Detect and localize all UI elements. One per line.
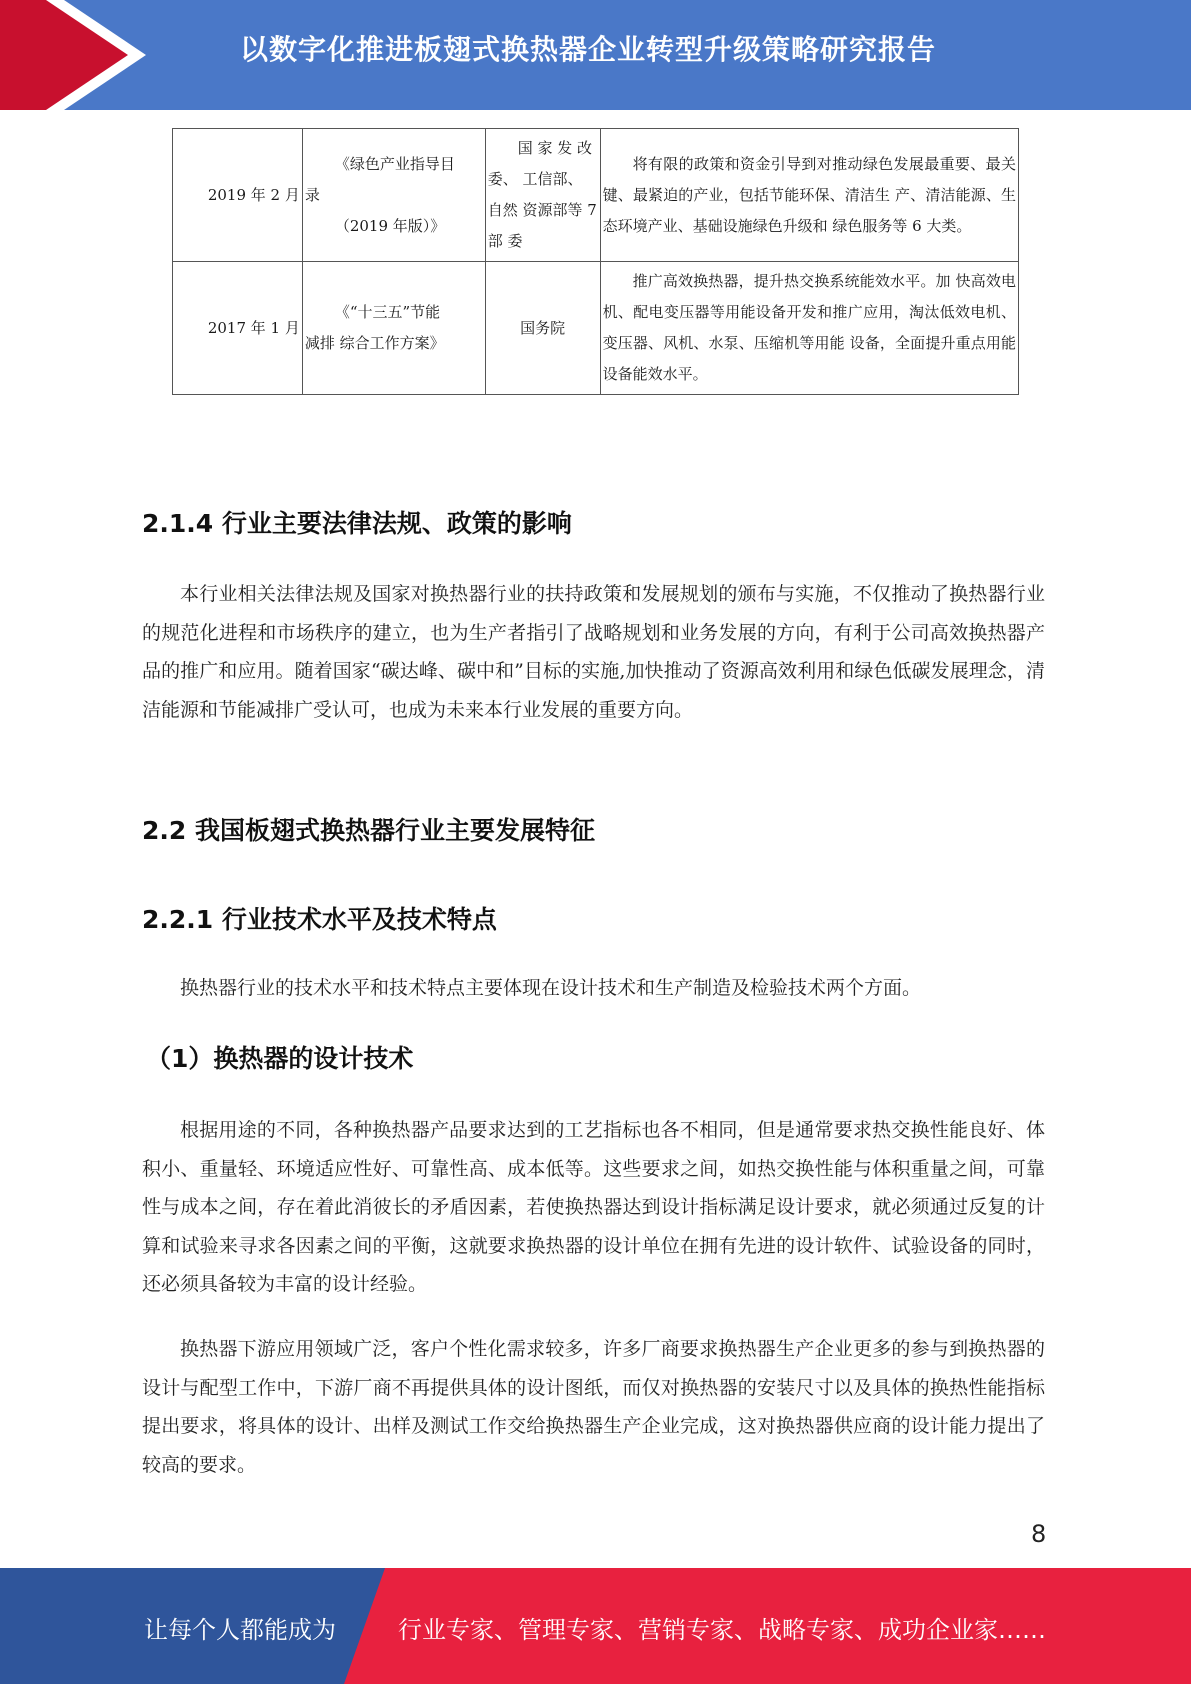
footer-slogan-left: 让每个人都能成为 — [144, 1616, 336, 1644]
section-paragraph: 根据用途的不同，各种换热器产品要求达到的工艺指标也各不相同，但是通常要求热交换性能良好、体积小、重量轻、环境适应性好、可靠性高、成本低等。这些要求之间，如热交换性能与体积重量之间，可靠性与成本之间，存在着此消彼长的矛盾因素，若使换热器达到设计指标满足设计要求，就必须通过反复的计算和试验来寻求各因素之间的平衡，这就要求换热器的设计单位在拥有先进的设计软件、试验设备的同时，还必须具备较为丰富的设计经验。 — [142, 1119, 1045, 1295]
section-heading-2-2-1: 2.2.1 行业技术水平及技术特点 — [142, 905, 497, 934]
header-banner — [0, 0, 1191, 110]
section-paragraph: 换热器行业的技术水平和技术特点主要体现在设计技术和生产制造及检验技术两个方面。 — [180, 977, 922, 999]
table-cell-issuer: 国务院 — [485, 262, 600, 395]
policy-name-line: 《“十三五”节能 — [334, 303, 441, 321]
table-row — [173, 129, 1019, 262]
policy-table — [172, 128, 1019, 395]
policy-name-line: 录 — [304, 185, 320, 204]
description-text: 推广高效换热器，提升热交换系统能效水平。加 快高效电机、配电变压器等用能设备开发和推广应用，淘汰低效电机、变压器、风机、水泵、压缩机等用能 设备，全面提升重点用能设备能效水平。 — [602, 272, 1016, 383]
section-paragraph: 本行业相关法律法规及国家对换热器行业的扶持政策和发展规划的颁布与实施，不仅推动了换热器行业的规范化进程和市场秩序的建立，也为生产者指引了战略规划和业务发展的方向，有利于公司高效换热器产品的推广和应用。随着国家“碳达峰、碳中和”目标的实施,加快推动了资源高效利用和绿色低碳发展理念，清洁能源和节能减排广受认可，也成为未来本行业发展的重要方向。 — [142, 583, 1045, 721]
header-chevron-graphic — [0, 0, 160, 110]
table-cell-date: 2017 年 1 月 — [173, 262, 303, 395]
document-title: 以数字化推进板翅式换热器企业转型升级策略研究报告 — [240, 33, 937, 66]
table-cell-date: 2019 年 2 月 — [173, 129, 303, 262]
table-cell-description — [600, 129, 1018, 262]
section-heading-2-2: 2.2 我国板翅式换热器行业主要发展特征 — [142, 816, 595, 845]
description-text: 将有限的政策和资金引导到对推动绿色发展最重要、最关键、最紧迫的产业，包括节能环保、清洁生 产、清洁能源、生态环境产业、基础设施绿色升级和 绿色服务等 6 大类。 — [602, 154, 1016, 235]
subsection-heading: （1）换热器的设计技术 — [146, 1044, 414, 1073]
table-cell-description — [600, 262, 1018, 395]
table-cell-policy-name — [302, 262, 485, 395]
page-number: 8 — [1031, 1520, 1047, 1548]
footer-banner — [0, 1568, 1191, 1684]
policy-name-line: 减排 综合工作方案》 — [304, 334, 445, 352]
section-paragraph: 换热器下游应用领域广泛，客户个性化需求较多，许多厂商要求换热器生产企业更多的参与到换热器的设计与配型工作中，下游厂商不再提供具体的设计图纸，而仅对换热器的安装尺寸以及具体的换热性能指标提出要求，将具体的设计、出样及测试工作交给换热器生产企业完成，这对换热器供应商的设计能力提出了较高的要求。 — [142, 1338, 1045, 1476]
policy-name-line: （2019 年版）》 — [334, 216, 446, 235]
policy-name-line: 《绿色产业指导目 — [334, 154, 455, 173]
issuer-text: 国 家 发 改 委、 工信部、 自然 资源部等 7 部 委 — [487, 139, 597, 250]
footer-slogan-right: 行业专家、管理专家、营销专家、战略专家、成功企业家…… — [398, 1616, 1046, 1644]
table-row — [173, 262, 1019, 395]
table-cell-issuer — [485, 129, 600, 262]
table-cell-policy-name — [302, 129, 485, 262]
section-heading-2-1-4: 2.1.4 行业主要法律法规、政策的影响 — [142, 509, 572, 538]
